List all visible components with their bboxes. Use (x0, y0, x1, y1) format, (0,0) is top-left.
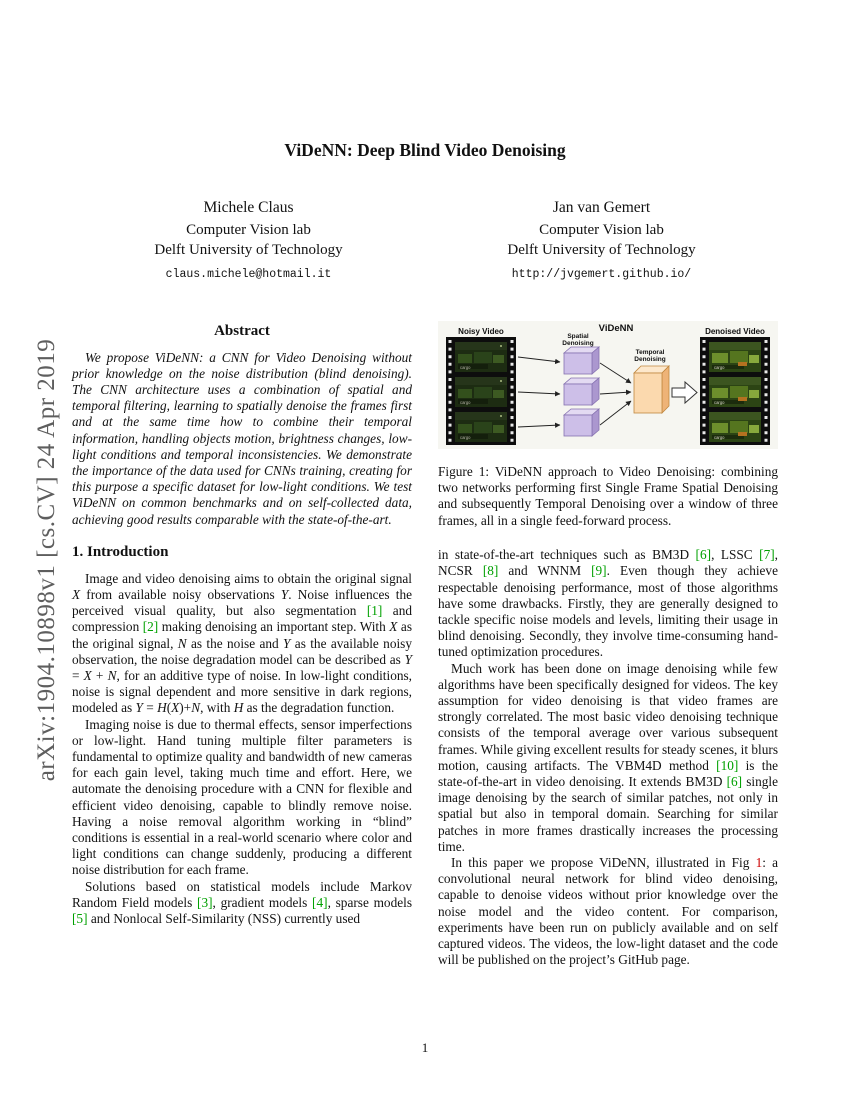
spatial-denoising-label: Spatial (567, 332, 589, 340)
citation-link[interactable]: [6] (726, 774, 743, 790)
noisy-frame (455, 377, 507, 407)
math-variable: Y (135, 700, 143, 716)
spatial-cnn-block (564, 378, 599, 405)
citation-link[interactable]: [8] (482, 563, 499, 579)
author-left (72, 199, 425, 281)
author-block (72, 199, 778, 281)
temporal-denoising-label: Denoising (634, 355, 666, 363)
citation-link[interactable]: [1] (366, 603, 383, 619)
spatial-cnn-block (564, 347, 599, 374)
right-column (438, 321, 778, 969)
denoised-frame (709, 342, 761, 372)
author-university: Delft University of Technology (154, 241, 343, 258)
body-paragraph: In this paper we propose ViDeNN, illustrated in Fig 1: a convolutional neural network for blind video denoising, capable to denoise videos without prior knowledge over the noise model and the video content. For comparison, experiments have been run on publicly available and on self captured videos. The videos, the low-light dataset and the code will be published on the project’s GitHub page. (438, 855, 778, 968)
citation-link[interactable]: [7] (759, 547, 775, 563)
body-paragraph: in state-of-the-art techniques such as BM3D [6], LSSC [7], NCSR [8] and WNNM [9]. Even though they achieve respectable denoising performance, most of those algorithms have some drawbacks. Firstly, they are generally designed to tackle specific noise models and levels, limiting their usage in blind denoising. Secondly, they involve time-consuming hand-tuned optimization procedures. (438, 547, 778, 660)
author-right (425, 199, 778, 281)
math-variable: Y (404, 651, 412, 667)
temporal-denoising-label: Temporal (635, 348, 665, 356)
author-lab: Computer Vision lab (539, 222, 664, 238)
intro-paragraph: Image and video denoising aims to obtain the original signal X from available noisy observations Y. Noise influences the perceived visual quality, but also segmentation [1] and compression [2] making denoising an important step. With X as the original signal, N as the noise and Y as the available noisy observation, the noise degradation model can be described as Y = X + N, for an additive type of noise. In low-light conditions, noise is signal dependent and more sensitive in dark regions, modeled as Y = H(X)+N, with H as the degradation function. (72, 570, 412, 716)
body-paragraph: Much work has been done on image denoising while few algorithms have been specifically designed for videos. The key assumption for video denoising is that video frames are strongly correlated. The most basic video denoising technique consists of the temporal average over various subsequent frames. While giving excellent results for steady scenes, it blurs motion, causing artifacts. The VBM4D method [10] is the state-of-the-art in video denoising. It extends BM3D [6] single image denoising by the search of similar patches, not only in spatial but also in temporal domain. Searching for similar patches in more frames drastically increases the processing time. (438, 660, 778, 854)
spatial-denoising-label: Denoising (562, 339, 594, 347)
math-variable: N (107, 668, 117, 684)
math-variable: X (171, 700, 180, 716)
denoised-video-label: Denoised Video (705, 326, 765, 336)
figure-1-image (438, 321, 778, 449)
noisy-frame (455, 412, 507, 442)
intro-paragraph: Imaging noise is due to thermal effects, sensor imperfections or low-light. Hand tuning multiple filter parameters is fundamental to optimize quality and bandwidth of new cameras for each gain level, taking much time and effort. Here, we automate the denoising procedure with a CNN for flexible and efficient video denoising, capable to blindly remove noise. Having a noise removal algorithm working in “blind” conditions is essential in a real-world scenario where color and light conditions can change suddenly, producing a different noise distribution for each frame. (72, 716, 412, 878)
math-variable: N (177, 635, 187, 651)
citation-link[interactable]: [6] (695, 547, 712, 563)
denoised-frame (709, 412, 761, 442)
author-lab: Computer Vision lab (186, 222, 311, 238)
math-variable: Y (283, 635, 291, 651)
citation-link[interactable]: [9] (591, 563, 607, 579)
frame-text: cargo (460, 364, 471, 370)
figure-1-caption: Figure 1: ViDeNN approach to Video Denoising: combining two networks performing first Single Frame Spatial Denoising and subsequently Temporal Denoising over a window of three frames, all in a single feed-forward process. (438, 463, 778, 528)
citation-link[interactable]: [3] (197, 894, 213, 910)
math-variable: X (72, 587, 81, 603)
author-name: Michele Claus (203, 199, 294, 216)
paper-title: ViDeNN: Deep Blind Video Denoising (284, 140, 566, 160)
citation-link[interactable]: [5] (72, 911, 88, 927)
videnn-diagram (438, 321, 778, 449)
author-name: Jan van Gemert (552, 199, 651, 216)
intro-paragraph: Solutions based on statistical models include Markov Random Field models [3], gradient models [4], sparse models [5] and Nonlocal Self-Similarity (NSS) currently used (72, 878, 412, 927)
math-variable: H (233, 700, 244, 716)
citation-link[interactable]: [10] (716, 757, 739, 773)
math-variable: X (83, 668, 92, 684)
arxiv-watermark: arXiv:1904.10898v1 [cs.CV] 24 Apr 2019 (33, 338, 60, 782)
frame-text: cargo (714, 364, 725, 370)
math-variable: N (191, 700, 201, 716)
author-url-link[interactable]: http://jvgemert.github.io/ (511, 267, 692, 281)
noisy-video-label: Noisy Video (458, 326, 504, 336)
frame-text: cargo (714, 434, 725, 440)
math-variable: X (389, 619, 398, 635)
denoised-frame (709, 377, 761, 407)
spatial-cnn-block (564, 409, 599, 436)
section-heading-introduction: 1. Introduction (72, 543, 169, 560)
math-variable: Y (280, 587, 289, 603)
temporal-cnn-block (634, 366, 669, 413)
two-column-layout (72, 321, 778, 969)
math-variable: H (157, 700, 167, 716)
author-university: Delft University of Technology (507, 241, 696, 258)
abstract-heading: Abstract (214, 322, 270, 339)
left-column (72, 321, 412, 969)
denoised-film-strip (700, 337, 770, 445)
noisy-frame (455, 342, 507, 372)
abstract-text: We propose ViDeNN: a CNN for Video Denoising without prior knowledge on the noise distribution (blind denoising). The CNN architecture uses a combination of spatial and temporal filtering, learning to spatially denoise the frames first and at the same time how to combine their temporal information, handling objects motion, brightness changes, low-light conditions and temporal inconsistencies. We demonstrate the importance of the data used for CNNs training, creating for this purpose a specific dataset for low-light conditions. We test ViDeNN on common benchmarks and on self-collected data, achieving good results comparable with the state-of-the-art. (72, 349, 412, 527)
frame-text: cargo (460, 399, 471, 405)
figure-1 (438, 321, 778, 530)
page-number: 1 (421, 1040, 429, 1055)
author-email-link[interactable]: claus.michele@hotmail.it (165, 267, 332, 281)
noisy-film-strip (446, 337, 516, 445)
figure-ref-link[interactable]: 1 (755, 855, 763, 871)
figure-title: ViDeNN (598, 322, 634, 334)
frame-text: cargo (460, 434, 471, 440)
citation-link[interactable]: [4] (312, 894, 328, 910)
citation-link[interactable]: [2] (142, 619, 159, 635)
frame-text: cargo (714, 399, 725, 405)
